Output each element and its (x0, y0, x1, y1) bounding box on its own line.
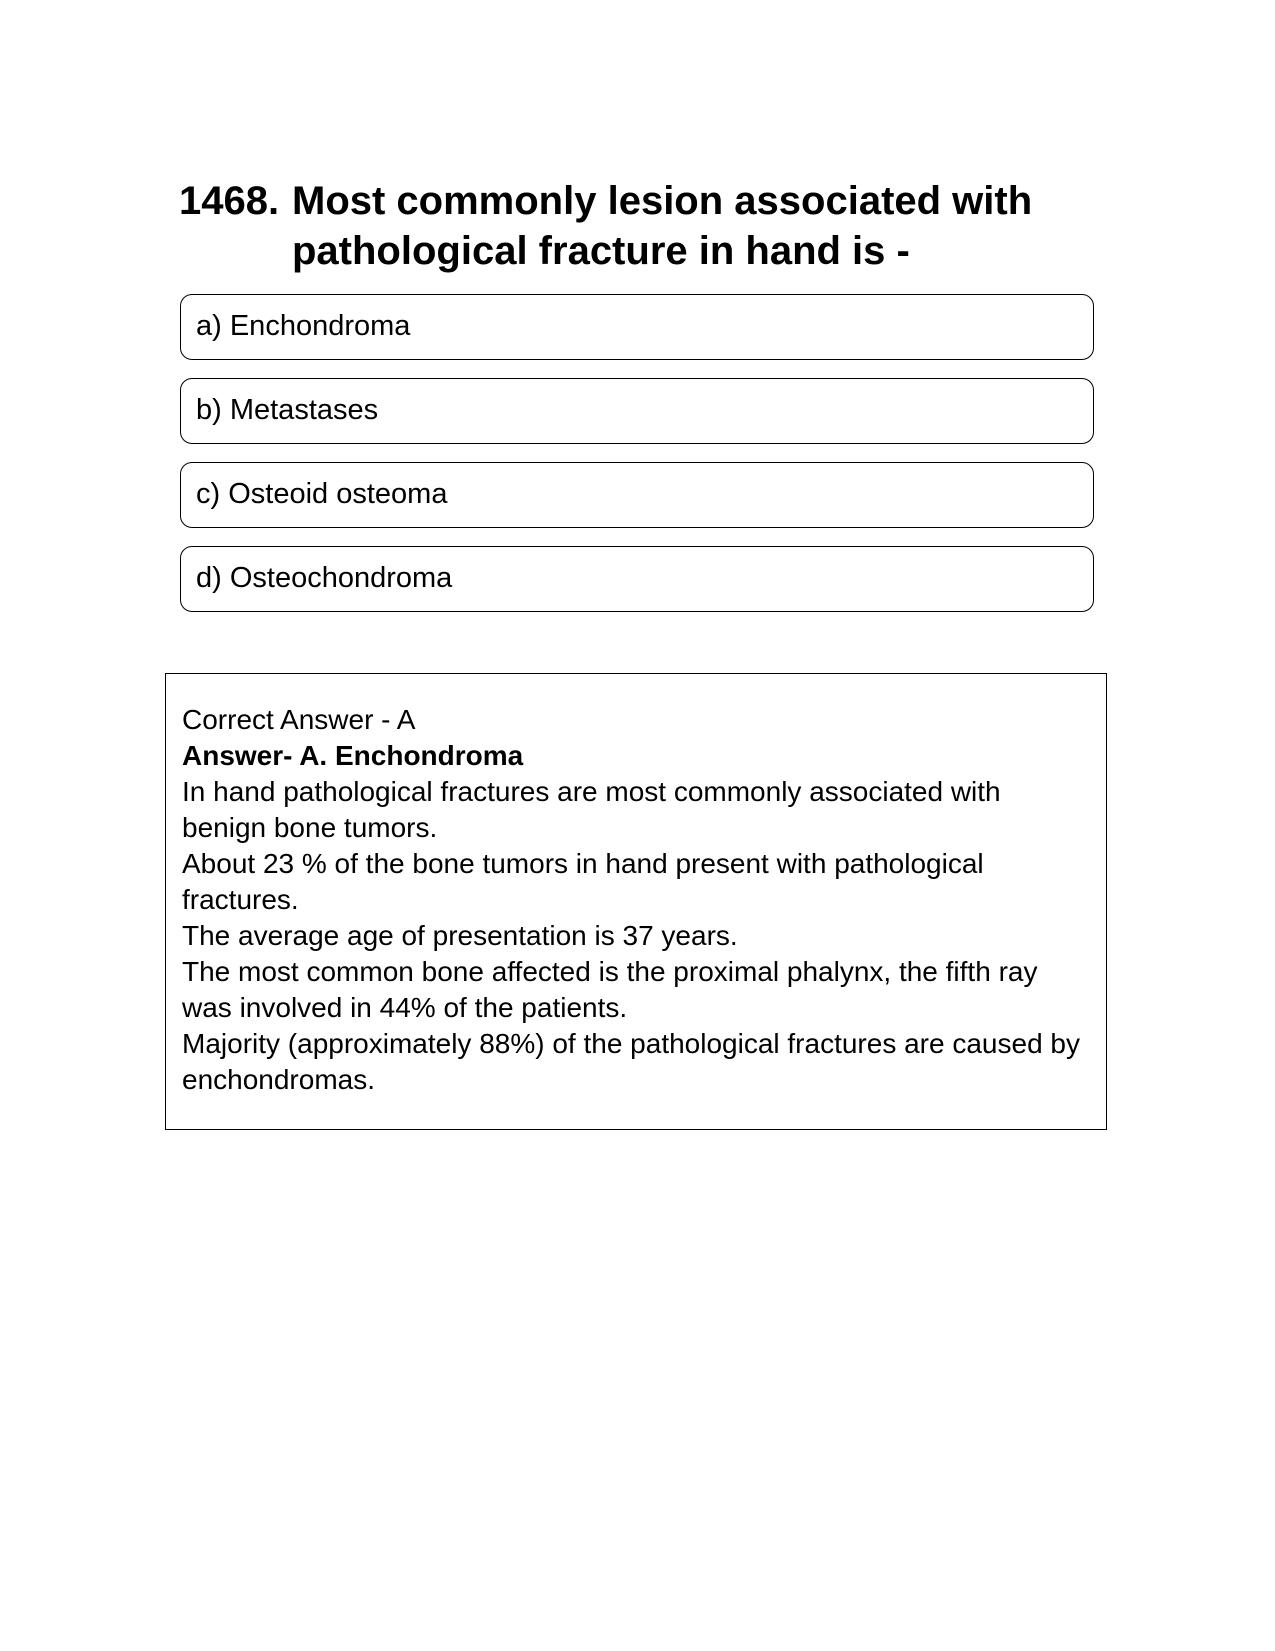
explanation-paragraph: About 23 % of the bone tumors in hand present with pathological fractures. (182, 848, 984, 915)
question (179, 176, 1079, 276)
explanation-paragraph: The average age of presentation is 37 years. (182, 920, 738, 951)
answer-heading: Answer- A. Enchondroma (182, 740, 524, 771)
option-d[interactable]: d) Osteochondroma (180, 546, 1094, 612)
explanation-paragraph: The most common bone affected is the proximal phalynx, the fifth ray was involved in 44% of the patients. (182, 956, 1038, 1023)
correct-answer-line: Correct Answer - A (182, 704, 416, 735)
explanation-paragraph: In hand pathological fractures are most commonly associated with benign bone tumors. (182, 776, 1001, 843)
explanation-paragraph: Majority (approximately 88%) of the pathological fractures are caused by enchondromas. (182, 1028, 1080, 1095)
option-a[interactable]: a) Enchondroma (180, 294, 1094, 360)
question-number: 1468. (179, 179, 280, 223)
option-b[interactable]: b) Metastases (180, 378, 1094, 444)
answer-explanation-box (165, 673, 1107, 1130)
question-text: Most commonly lesion associated with pathological fracture in hand is - (292, 179, 1033, 273)
option-c[interactable]: c) Osteoid osteoma (180, 462, 1094, 528)
